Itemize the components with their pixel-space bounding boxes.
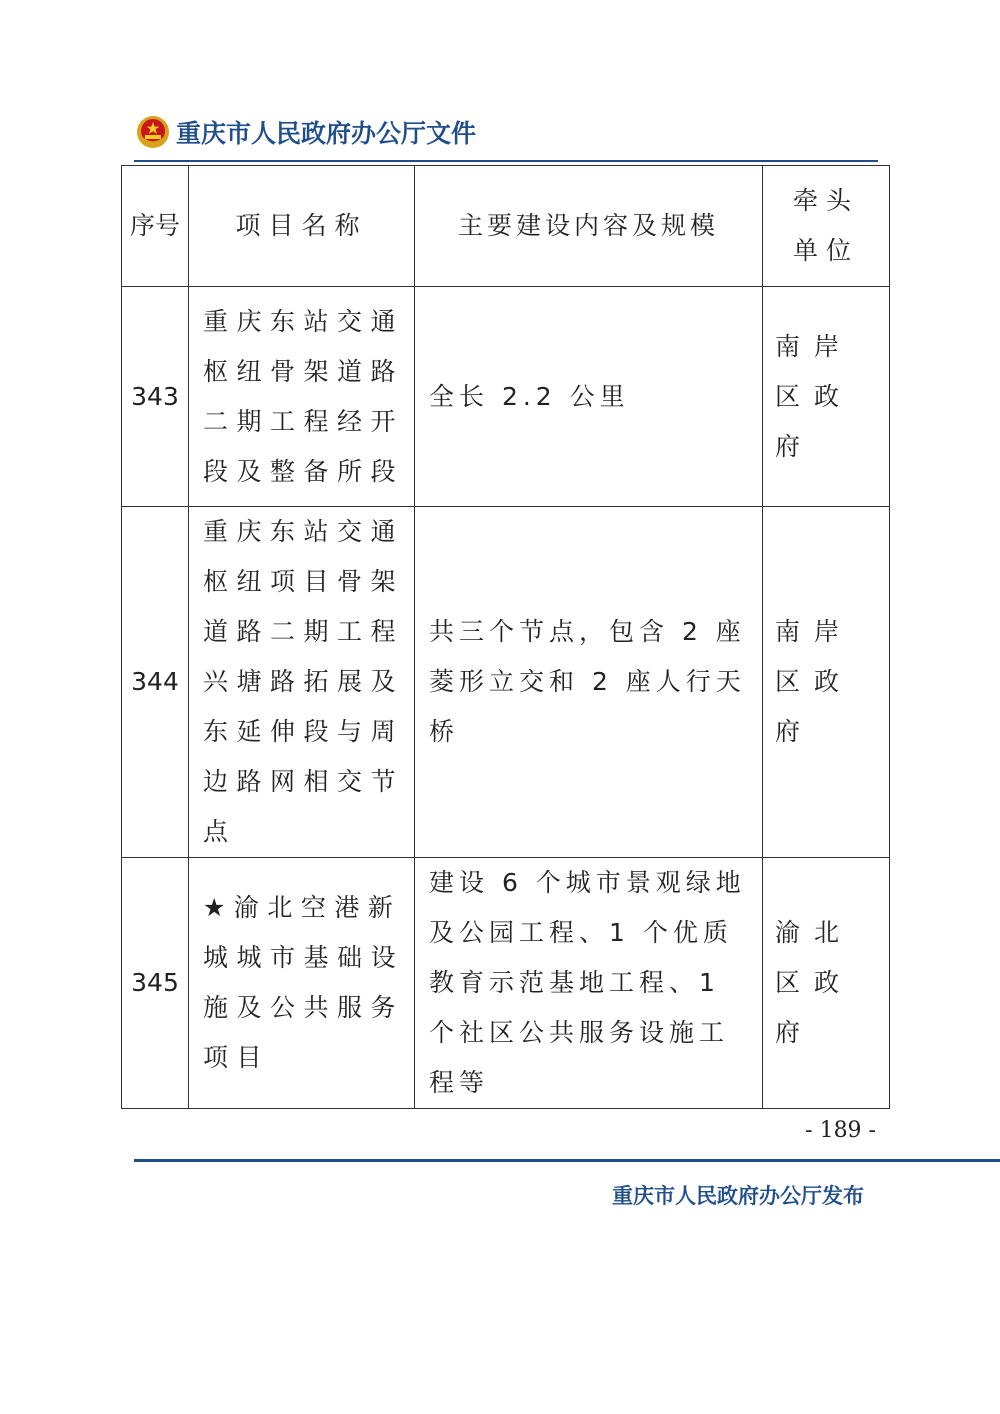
header-cell-no — [122, 166, 189, 287]
header-name: 项目名称 — [235, 211, 368, 240]
project-content: 共三个节点，包含 2 座菱形立交和 2 座人行天桥 — [429, 617, 746, 746]
document-header — [136, 112, 476, 152]
table-row — [122, 287, 890, 507]
table-row — [122, 858, 890, 1109]
cell-name — [189, 507, 415, 858]
page-number: - 189 - — [805, 1118, 876, 1143]
project-name: 重庆东站交通枢纽骨架道路二期工程经开段及整备所段 — [203, 306, 405, 486]
header-cell-unit — [763, 166, 890, 287]
row-number: 343 — [131, 381, 179, 411]
cell-unit — [763, 858, 890, 1109]
cell-name — [189, 858, 415, 1109]
header-unit: 牵头单位 — [792, 186, 859, 265]
row-number: 344 — [131, 667, 179, 696]
lead-unit: 南岸区政府 — [775, 331, 854, 461]
project-name: 重庆东站交通枢纽项目骨架道路二期工程兴塘路拓展及东延伸段与周边路网相交节点 — [203, 517, 405, 846]
project-table — [121, 165, 890, 1109]
cell-no — [122, 858, 189, 1109]
lead-unit: 南岸区政府 — [775, 617, 854, 746]
publisher-footer: 重庆市人民政府办公厅发布 — [612, 1184, 864, 1208]
header-cell-content — [415, 166, 763, 287]
cell-name — [189, 287, 415, 507]
cell-no — [122, 507, 189, 858]
header-divider — [134, 160, 878, 162]
cell-unit — [763, 287, 890, 507]
project-content: 建设 6 个城市景观绿地及公园工程、1 个优质教育示范基地工程、1 个社区公共服务设施工程等 — [429, 868, 746, 1097]
header-cell-name — [189, 166, 415, 287]
header-no: 序号 — [129, 211, 180, 240]
cell-content — [415, 287, 763, 507]
cell-unit — [763, 507, 890, 858]
table-header-row — [122, 166, 890, 287]
cell-content — [415, 507, 763, 858]
footer-divider — [134, 1159, 1000, 1162]
cell-content — [415, 858, 763, 1109]
national-emblem-icon — [136, 115, 170, 149]
row-number: 345 — [131, 968, 179, 997]
cell-no — [122, 287, 189, 507]
lead-unit: 渝北区政府 — [775, 918, 854, 1047]
header-content: 主要建设内容及规模 — [457, 211, 719, 240]
header-title: 重庆市人民政府办公厅文件 — [176, 119, 477, 148]
project-content: 全长 2.2 公里 — [429, 381, 630, 411]
project-name: ★渝北空港新城城市基础设施及公共服务项目 — [203, 893, 405, 1072]
table-row — [122, 507, 890, 858]
